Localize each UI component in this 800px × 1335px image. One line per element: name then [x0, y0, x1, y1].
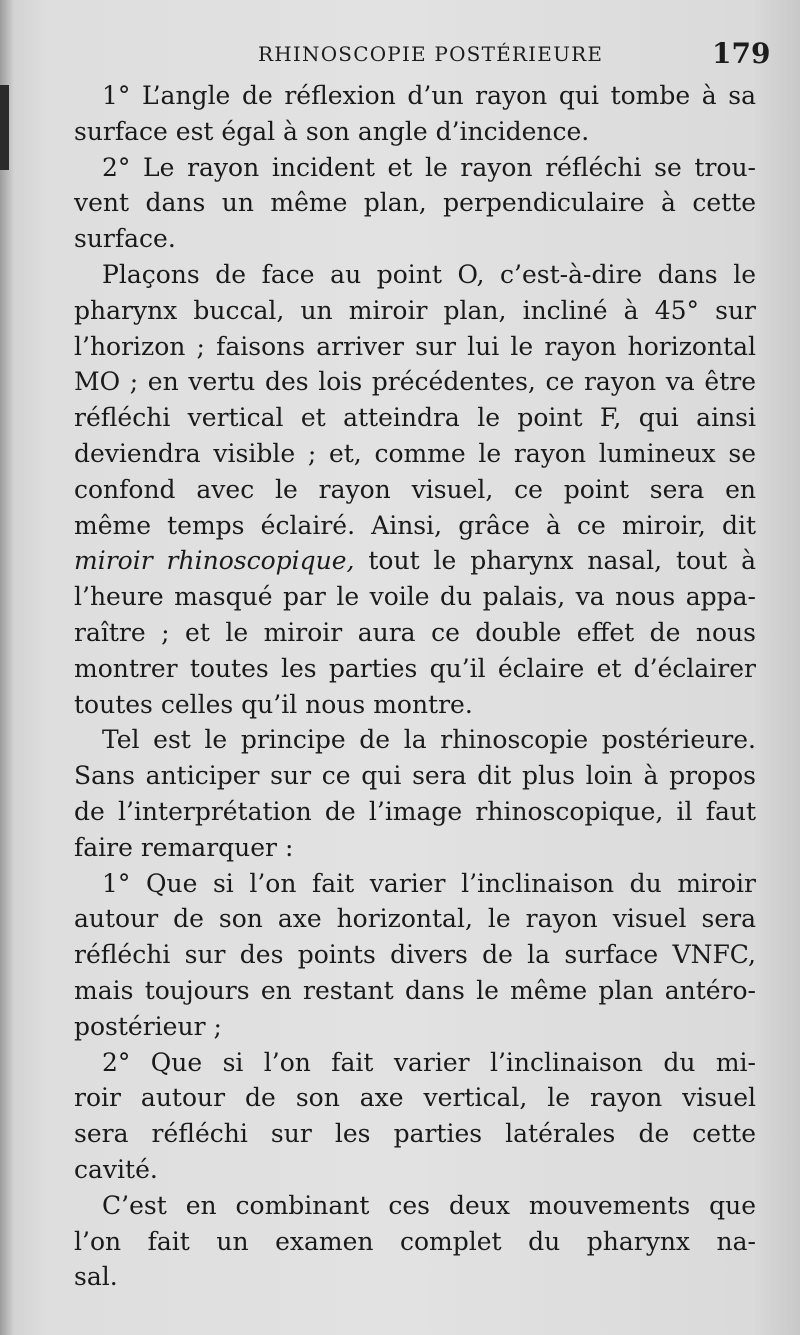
text-line: postérieur ; [74, 1011, 222, 1041]
text-line: sal. [74, 1262, 118, 1292]
gutter-shadow [0, 0, 14, 1335]
text-line: réfléchi sur des points divers de la surface VNFC, [74, 940, 756, 970]
running-title: RHINOSCOPIE POSTÉRIEURE [258, 42, 604, 66]
text-line: montrer toutes les parties qu’il éclaire et d’éclairer [74, 653, 756, 683]
text-line: surface. [74, 224, 176, 254]
text-line: pharynx buccal, un miroir plan, incliné à 45° sur [74, 295, 756, 325]
text-line: même temps éclairé. Ainsi, grâce à ce miroir, dit [74, 510, 756, 540]
page-body [74, 78, 756, 1295]
text-line: C’est en combinant ces deux mouvements que [102, 1190, 756, 1220]
text-line [74, 543, 756, 579]
text-line: de l’interprétation de l’image rhinoscopique, il faut [74, 796, 756, 826]
text-line: faire remarquer : [74, 832, 294, 862]
text-line: roir autour de son axe vertical, le rayon visuel [74, 1083, 756, 1113]
text-line: 2° Le rayon incident et le rayon réfléchi se trou- [102, 152, 756, 182]
text-line: Plaçons de face au point O, c’est-à-dire dans le [102, 259, 756, 289]
text-line: Sans anticiper sur ce qui sera dit plus loin à propos [74, 761, 756, 791]
text-line: autour de son axe horizontal, le rayon visuel sera [74, 904, 756, 934]
text-line: l’on fait un examen complet du pharynx na- [74, 1226, 756, 1256]
text-line: vent dans un même plan, perpendiculaire à cette [74, 188, 756, 218]
text-line: l’heure masqué par le voile du palais, va nous appa- [74, 582, 756, 612]
text-line: 1° L’angle de réflexion d’un rayon qui tombe à sa [102, 81, 756, 110]
text-line: cavité. [74, 1154, 158, 1184]
text-line: 2° Que si l’on fait varier l’inclinaison du mi- [102, 1047, 756, 1077]
text-line: mais toujours en restant dans le même plan antéro- [74, 975, 756, 1005]
text-line: Tel est le principe de la rhinoscopie postérieure. [102, 725, 756, 755]
text-line: 1° Que si l’on fait varier l’inclinaison du miroir [102, 868, 756, 898]
text-line: l’horizon ; faisons arriver sur lui le rayon horizontal [74, 331, 756, 361]
text-segment: tout le pharynx nasal, tout à [354, 546, 756, 576]
text-line: confond avec le rayon visuel, ce point sera en [74, 474, 756, 504]
page-header [0, 38, 800, 78]
text-line: MO ; en vertu des lois précédentes, ce rayon va être [74, 367, 756, 397]
binding-mark [0, 85, 9, 170]
italic-term: miroir rhinoscopique, [74, 546, 355, 576]
text-line: toutes celles qu’il nous montre. [74, 689, 473, 719]
text-line: surface est égal à son angle d’incidence. [74, 116, 590, 146]
text-line: sera réfléchi sur les parties latérales de cette [74, 1119, 756, 1149]
page-number: 179 [712, 37, 771, 70]
text-line: réfléchi vertical et atteindra le point F, qui ainsi [74, 403, 756, 433]
text-line: deviendra visible ; et, comme le rayon lumineux se [74, 438, 756, 468]
text-line: raître ; et le miroir aura ce double effet de nous [74, 617, 756, 647]
